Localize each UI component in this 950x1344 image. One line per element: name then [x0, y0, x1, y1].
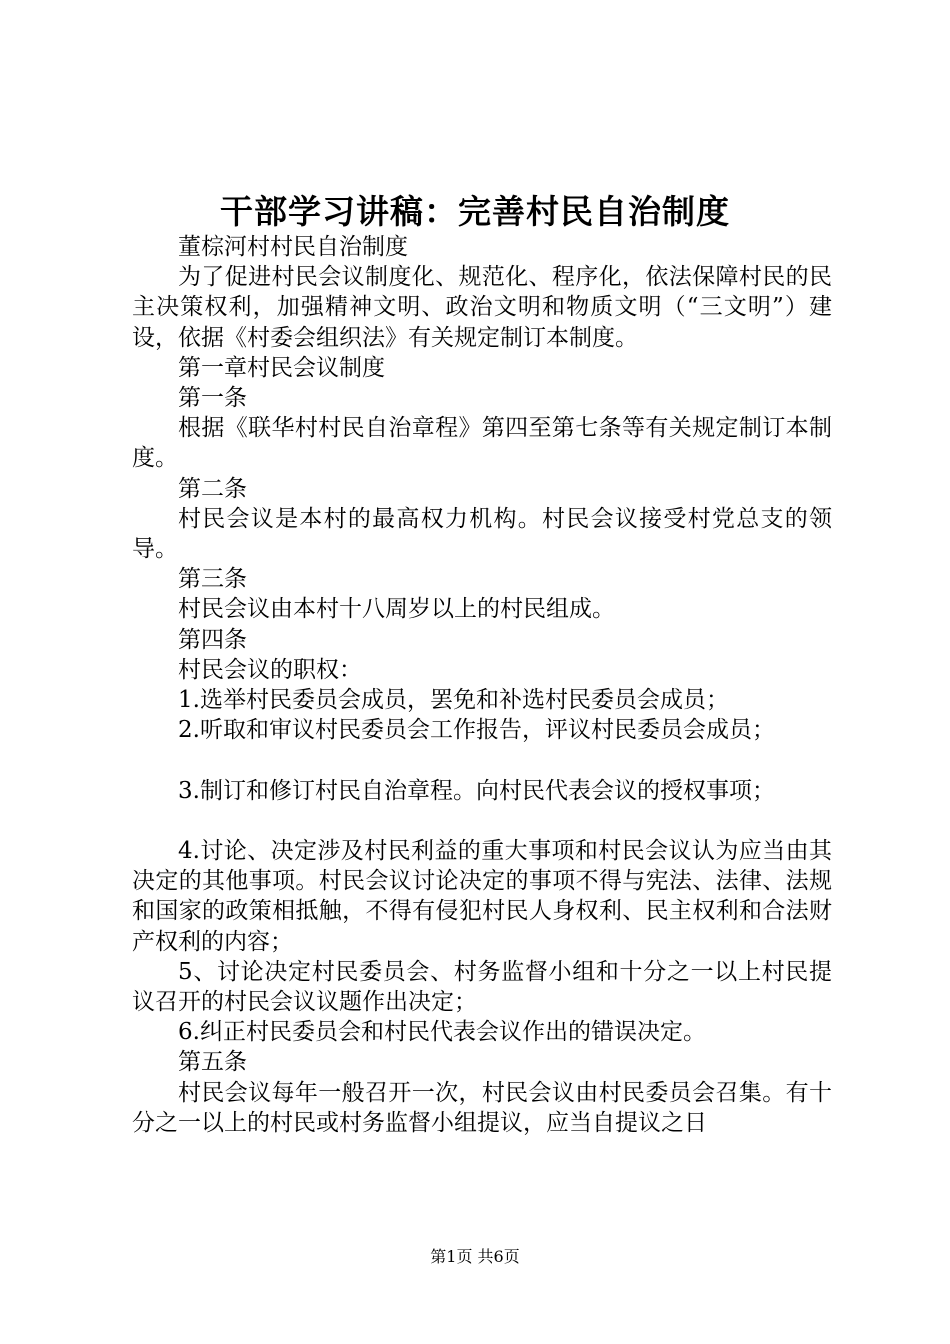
paragraph: 村民会议的职权： [178, 656, 362, 683]
list-item: 5、讨论决定村民委员会、村务监督小组和十分之一以上村民提议召开的村民会议议题作出决定； [132, 958, 832, 1016]
spacer [132, 806, 832, 836]
article-heading: 第四条 [178, 626, 247, 653]
article-heading: 第三条 [178, 566, 247, 593]
paragraph: 根据《联华村村民自治章程》第四至第七条等有关规定制订本制度。 [132, 415, 832, 472]
paragraph: 村民会议每年一般召开一次，村民会议由村民委员会召集。有十分之一以上的村民或村务监督小组提议，应当自提议之日 [132, 1079, 832, 1136]
list-item: 4.讨论、决定涉及村民利益的重大事项和村民会议认为应当由其决定的其他事项。村民会议讨论决定的事项不得与宪法、法律、法规和国家的政策相抵触，不得有侵犯村民人身权利、民主权利和合法财产权利的内容； [132, 838, 832, 955]
chapter-heading: 第一章村民会议制度 [178, 354, 385, 381]
paragraph: 董棕河村村民自治制度 [178, 234, 408, 260]
spacer [132, 745, 832, 775]
paragraph: 为了促进村民会议制度化、规范化、程序化，依法保障村民的民主决策权利，加强精神文明、政治文明和物质文明（“三文明”）建设，依据《村委会组织法》有关规定制订本制度。 [132, 264, 832, 351]
list-item: 3.制订和修订村民自治章程。向村民代表会议的授权事项； [178, 777, 775, 804]
page-footer: 第1页 共6页 [430, 1247, 520, 1266]
list-item: 6.纠正村民委员会和村民代表会议作出的错误决定。 [178, 1019, 706, 1046]
article-heading: 第五条 [178, 1049, 247, 1076]
article-heading: 第一条 [178, 385, 247, 412]
paragraph: 村民会议由本村十八周岁以上的村民组成。 [178, 596, 615, 623]
document-title: 干部学习讲稿：完善村民自治制度 [220, 192, 730, 231]
list-item: 2.听取和审议村民委员会工作报告，评议村民委员会成员； [178, 717, 775, 744]
list-item: 1.选举村民委员会成员，罢免和补选村民委员会成员； [178, 687, 729, 714]
paragraph: 村民会议是本村的最高权力机构。村民会议接受村党总支的领导。 [132, 505, 832, 563]
document-body [132, 232, 832, 1138]
article-heading: 第二条 [178, 475, 247, 502]
